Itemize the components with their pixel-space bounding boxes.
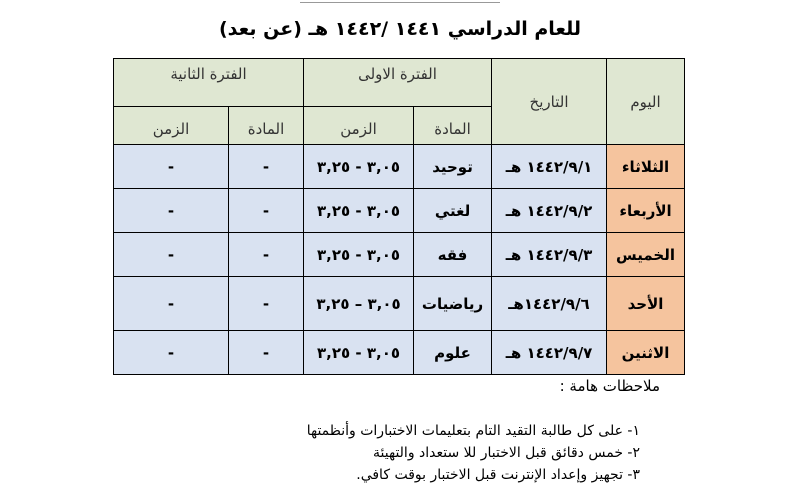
notes-title: ملاحظات هامة : (559, 377, 660, 395)
subject-1-cell: توحيد (414, 145, 492, 189)
date-cell: ١٤٤٢/٩/١ هـ (492, 145, 607, 189)
date-cell: ١٤٤٢/٩/٦هـ (492, 277, 607, 331)
document-subtitle: للعام الدراسي ١٤٤١ /١٤٤٢ هـ (عن بعد) (218, 18, 582, 40)
time-1-cell: ٣,٠٥ - ٣,٢٥ (304, 331, 414, 375)
time-2-cell: - (114, 233, 229, 277)
day-cell: الثلاثاء (607, 145, 685, 189)
time-2-cell: - (114, 331, 229, 375)
header-subject-2: المادة (229, 107, 304, 145)
table-row (114, 277, 685, 331)
day-cell: الأربعاء (607, 189, 685, 233)
time-2-cell: - (114, 277, 229, 331)
date-cell: ١٤٤٢/٩/٧ هـ (492, 331, 607, 375)
subject-1-cell: فقه (414, 233, 492, 277)
day-cell: الاثنين (607, 331, 685, 375)
subject-2-cell: - (229, 145, 304, 189)
note-item: ٢- خمس دقائق قبل الاختبار للا ستعداد والتهيئة (373, 445, 640, 461)
note-item: ٣- تجهيز وإعداد الإنترنت قبل الاختبار بوقت كافي. (356, 467, 640, 483)
header-time-2: الزمن (114, 107, 229, 145)
note-item: ١- على كل طالبة التقيد التام بتعليمات الاختبارات وأنظمتها (306, 423, 640, 439)
subject-1-cell: لغتي (414, 189, 492, 233)
header-period-1: الفترة الاولى (304, 59, 492, 107)
subject-2-cell: - (229, 189, 304, 233)
table-row (114, 145, 685, 189)
table-row (114, 331, 685, 375)
title-box-edge (300, 0, 500, 3)
day-cell: الأحد (607, 277, 685, 331)
subject-1-cell: علوم (414, 331, 492, 375)
day-cell: الخميس (607, 233, 685, 277)
date-cell: ١٤٤٢/٩/٢ هـ (492, 189, 607, 233)
header-time-1: الزمن (304, 107, 414, 145)
table-row (114, 189, 685, 233)
time-2-cell: - (114, 189, 229, 233)
date-cell: ١٤٤٢/٩/٣ هـ (492, 233, 607, 277)
subject-2-cell: - (229, 277, 304, 331)
header-date: التاريخ (492, 59, 607, 145)
time-1-cell: ٣,٠٥ - ٣,٢٥ (304, 189, 414, 233)
header-subject-1: المادة (414, 107, 492, 145)
subject-2-cell: - (229, 233, 304, 277)
subject-2-cell: - (229, 331, 304, 375)
time-2-cell: - (114, 145, 229, 189)
time-1-cell: ٣,٠٥ - ٣,٢٥ (304, 145, 414, 189)
header-period-2: الفترة الثانية (114, 59, 304, 107)
time-1-cell: ٣,٠٥ – ٣,٢٥ (304, 277, 414, 331)
exam-schedule-table (113, 58, 685, 375)
time-1-cell: ٣,٠٥ - ٣,٢٥ (304, 233, 414, 277)
subject-1-cell: رياضيات (414, 277, 492, 331)
header-day: اليوم (607, 59, 685, 145)
notes-list (307, 420, 640, 486)
table-row (114, 233, 685, 277)
